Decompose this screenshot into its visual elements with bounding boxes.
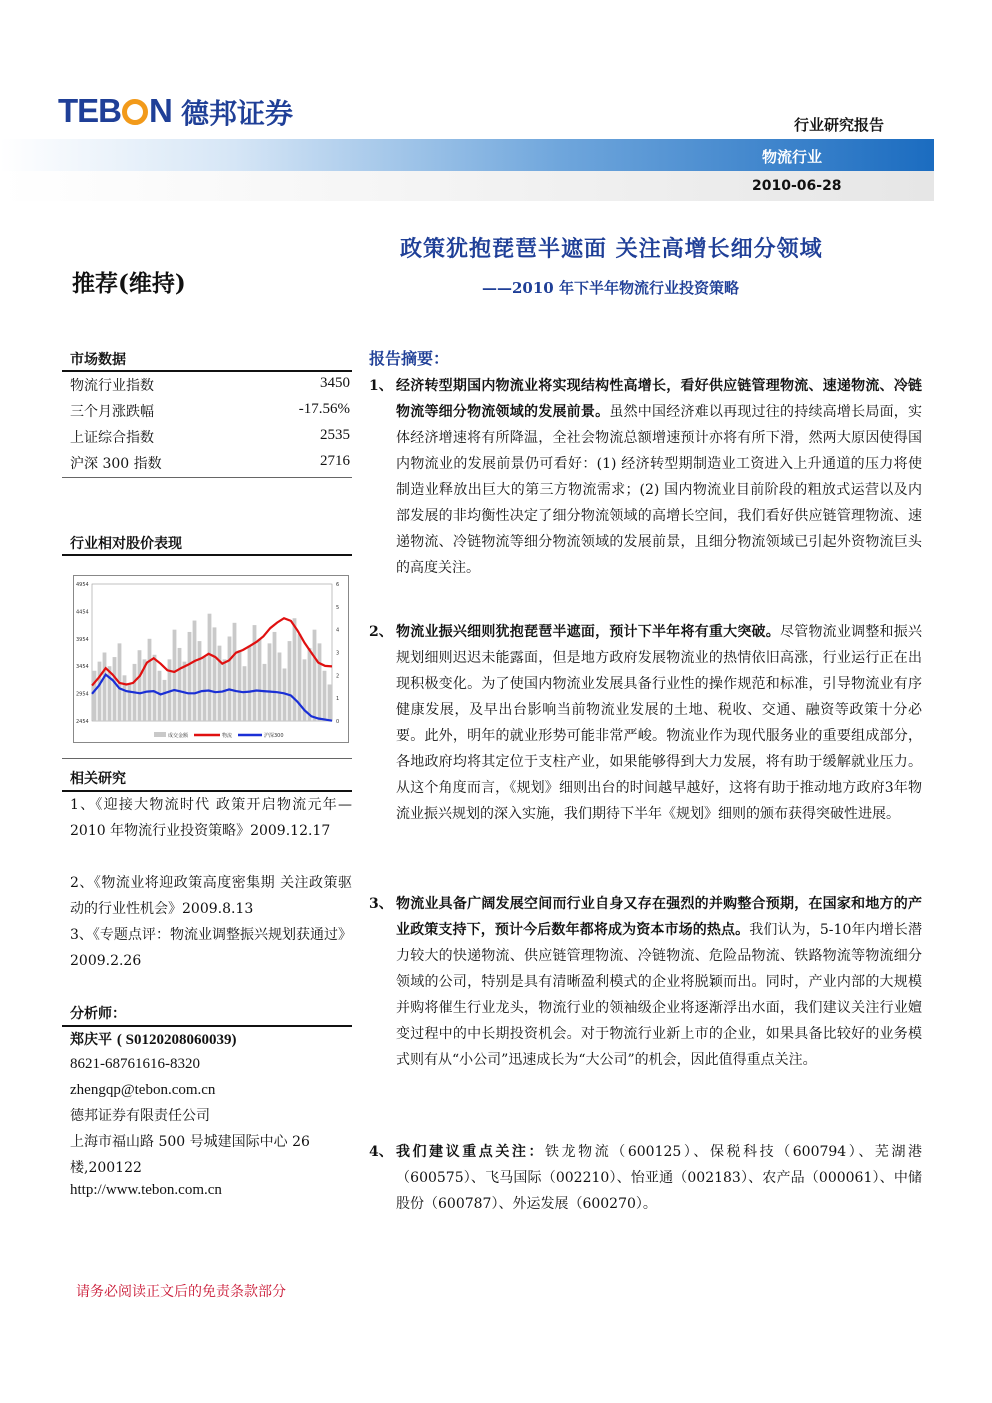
market-label: 物流行业指数 [70, 378, 154, 394]
summary-item-lead: 经济转型期国内物流业将实现结构性高增长，看好供应链管理物流、速递物流、冷链物流等细分物流领域的发展前景。 [396, 378, 922, 420]
turnover-bar [273, 632, 277, 721]
turnover-bar [188, 632, 192, 721]
main-title: 政策犹抱琵琶半遮面 关注高增长细分领域 [400, 236, 823, 262]
turnover-bar [218, 646, 222, 721]
summary-item-body: 我们认为，5-10年内增长潜力较大的快递物流、供应链管理物流、冷链物流、危险品物流、铁路物流等物流细分领域的公司，特别是具有清晰盈利模式的企业将脱颖而出。同时，产业内部的大规模并购将催生行业龙头，物流行业的领袖级企业将逐渐浮出水面，我们建议关注行业嬗变过程中的中长期投资机会。对于物流行业新上市的企业，如果具备比较好的业务模式则有从“小公司”迅速成长为“大公司”的机会，因此值得重点关注。 [396, 922, 923, 1068]
related-heading: 相关研究 [70, 771, 126, 787]
market-value: 2716 [320, 453, 350, 469]
industry-label: 物流行业 [762, 148, 823, 166]
summary-item [369, 891, 922, 1073]
analyst-cert: ( S0120208060039) [116, 1032, 237, 1048]
analyst-phone: 8621-68761616-8320 [70, 1056, 200, 1072]
market-row [70, 424, 350, 450]
market-value: -17.56% [298, 401, 350, 417]
analyst-address: 上海市福山路 500 号城建国际中心 26 楼,200122 [70, 1134, 310, 1176]
rating: 推荐(维持) [72, 270, 186, 297]
market-value: 2535 [320, 427, 350, 443]
turnover-bar [173, 630, 177, 721]
left-tick-label: 3454 [76, 664, 89, 671]
turnover-bar [123, 675, 127, 721]
turnover-bar [103, 653, 107, 722]
analyst-name: 郑庆平 [70, 1032, 112, 1048]
market-row [70, 372, 350, 398]
turnover-bar [263, 664, 267, 721]
summary-heading: 报告摘要： [369, 349, 450, 368]
right-tick-label: 1 [336, 696, 340, 703]
turnover-bar [308, 648, 312, 721]
right-tick-label: 5 [336, 604, 340, 611]
turnover-bar [293, 618, 297, 721]
right-tick-label: 0 [336, 719, 340, 725]
turnover-bar [278, 653, 282, 722]
turnover-bar [138, 650, 142, 721]
report-date: 2010-06-28 [752, 178, 842, 194]
left-tick-label: 2454 [76, 719, 89, 725]
turnover-bar [208, 614, 212, 721]
summary-item-number: 4、 [369, 1144, 393, 1160]
legend-swatch-bar [154, 732, 166, 737]
legend-label: 物流 [222, 733, 233, 739]
logo-chinese: 德邦证券 [181, 97, 294, 130]
turnover-bar [98, 662, 102, 721]
market-row [70, 450, 350, 476]
summary-item-number: 1、 [369, 378, 393, 394]
turnover-bar [288, 641, 292, 721]
turnover-bar [128, 684, 132, 721]
divider [62, 554, 352, 556]
analyst-email[interactable]: zhengqp@tebon.com.cn [70, 1082, 216, 1098]
summary-item-number: 3、 [369, 896, 393, 912]
turnover-bar [328, 684, 332, 721]
summary-item [369, 1139, 922, 1217]
divider [62, 758, 352, 759]
turnover-bar [203, 657, 207, 721]
market-row [70, 398, 350, 424]
market-label: 三个月涨跌幅 [70, 404, 154, 420]
analyst-url[interactable]: http://www.tebon.com.cn [70, 1182, 222, 1198]
related-item[interactable]: 3、《专题点评：物流业调整振兴规划获通过》2009.2.26 [70, 927, 352, 969]
turnover-bar [323, 671, 327, 721]
analyst-heading: 分析师： [70, 1006, 126, 1022]
turnover-bar [318, 643, 322, 721]
turnover-bar [228, 637, 232, 721]
left-tick-label: 4454 [76, 609, 89, 616]
logo-ring-icon [122, 99, 148, 125]
turnover-bar [178, 648, 182, 721]
right-tick-label: 6 [336, 582, 340, 588]
analyst-name-line [70, 1027, 236, 1053]
legend-label: 成交金额 [168, 733, 189, 739]
related-item[interactable]: 2、《物流业将迎政策高度密集期 关注政策驱动的行业性机会》2009.8.13 [70, 875, 352, 917]
turnover-bar [163, 680, 167, 721]
analyst-company: 德邦证券有限责任公司 [70, 1108, 210, 1124]
market-label: 上证综合指数 [70, 430, 154, 446]
right-tick-label: 2 [336, 673, 340, 680]
perf-chart [73, 575, 349, 743]
report-type: 行业研究报告 [794, 116, 885, 134]
turnover-bar [268, 643, 272, 721]
tebon-logo [58, 88, 348, 132]
perf-chart-svg [74, 576, 350, 744]
perf-heading: 行业相对股价表现 [70, 536, 182, 552]
turnover-bar [313, 630, 317, 721]
turnover-bar [233, 623, 237, 721]
summary-item-body: 虽然中国经济难以再现过往的持续高增长局面，实体经济增速将有所降温，全社会物流总额增速预计亦将有所下滑，然两大原因使得国内物流业的发展前景仍可看好：(1) 经济转型期制造业工资进入上升通道的压力将使制造业释放出巨大的第三方物流需求；(2) 国内物流业目前阶段的粗放式运营以及内部发展的非均衡性决定了细分物流领域的高增长空间，我们看好供应链管理物流、速递物流、冷链物流等细分物流领域的发展前景，且细分物流领域已引起外资物流巨头的高度关注。 [396, 404, 923, 576]
disclaimer: 请务必阅读正文后的免责条款部分 [76, 1284, 286, 1300]
summary-item-lead: 物流业振兴细则犹抱琵琶半遮面，预计下半年将有重大突破。 [396, 624, 780, 640]
turnover-bar [113, 657, 117, 721]
market-data-heading: 市场数据 [70, 352, 126, 368]
left-tick-label: 4954 [76, 582, 89, 588]
turnover-bar [198, 641, 202, 721]
sub-title: ——2010 年下半年物流行业投资策略 [482, 279, 739, 297]
left-tick-label: 3954 [76, 636, 89, 643]
turnover-bar [248, 646, 252, 721]
market-label: 沪深 300 指数 [70, 456, 162, 472]
summary-item-body: 铁龙物流（600125）、保税科技（600794）、芜湖港（600575）、飞马国际（002210）、怡亚通（002183）、农产品（000061）、中储股份（600787）、外运发展（600270）。 [396, 1144, 923, 1212]
right-tick-label: 4 [336, 627, 340, 634]
related-item[interactable]: 1、《迎接大物流时代 政策开启物流元年—2010 年物流行业投资策略》2009.12.17 [70, 797, 352, 839]
turnover-bar [298, 634, 302, 721]
turnover-bar [213, 627, 217, 721]
turnover-bar [93, 671, 97, 721]
right-tick-label: 3 [336, 650, 340, 657]
divider [62, 477, 352, 478]
turnover-bar [193, 621, 197, 721]
turnover-bar [148, 639, 152, 721]
summary-item-number: 2、 [369, 624, 393, 640]
summary-item [369, 373, 922, 581]
legend-label: 沪深300 [264, 733, 284, 739]
turnover-bar [153, 655, 157, 721]
turnover-bar [258, 639, 262, 721]
summary-item [369, 619, 922, 827]
turnover-bar [253, 625, 257, 721]
left-tick-label: 2954 [76, 691, 89, 698]
turnover-bar [238, 650, 242, 721]
summary-item-body: 尽管物流业调整和振兴规划细则迟迟未能露面，但是地方政府发展物流业的热情依旧高涨，行业运行正在出现积极变化。为了使国内物流业发展具备行业性的操作规范和标准，引导物流业有序健康发展，及早出台影响当前物流业发展的土地、税收、交通、融资等政策十分必要。此外，明年的就业形势可能非常严峻。物流业作为现代服务业的重要组成部分，各地政府均将其定位于支柱产业，如果能够得到大力发展，将有助于缓解就业压力。从这个角度而言，《规划》细则出台的时间越早越好，这将有助于推动地方政府3年物流业振兴规划的深入实施，我们期待下半年《规划》细则的颁布获得突破性进展。 [396, 624, 922, 822]
summary-item-lead: 物流业具备广阔发展空间而行业自身又存在强烈的并购整合预期，在国家和地方的产业政策支持下，预计今后数年都将成为资本市场的热点。 [396, 896, 922, 938]
market-value: 3450 [320, 375, 350, 391]
turnover-bar [243, 666, 247, 721]
logo-latin: TEB N [58, 92, 172, 129]
summary-item-lead: 我们建议重点关注： [396, 1144, 546, 1160]
turnover-bar [158, 671, 162, 721]
